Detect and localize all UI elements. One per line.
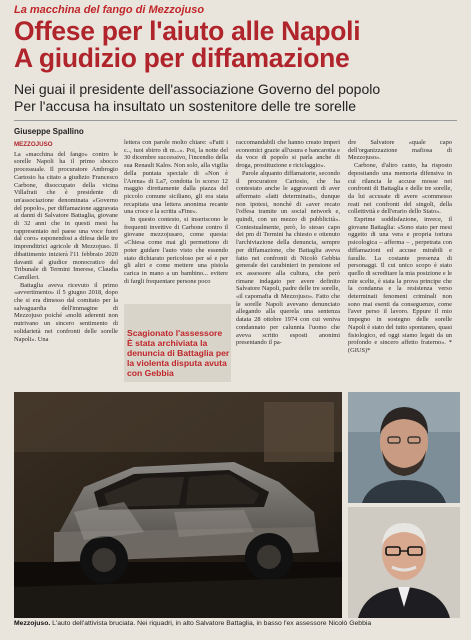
headline-line-1: Offese per l'aiuto alle Napoli [14,16,361,46]
article-column-3 [236,139,340,385]
burned-car-photo [14,392,342,618]
paragraph: In questo contesto, si inseriscono le frequenti invettive di Carbone contro il giovane mezzojusaro, come questa: «Chiesa come mai gli permettono di poter guidare l'auto visto che essendo stato dichiarato pericoloso per sé e per gli altri e come mettere una pistola carica in mano a un bambino... evitere di fargli frequentare persone poco [124,216,228,285]
caption-text: L'auto dell'attivista bruciata. Nei riquadri, in alto Salvatore Battaglia, in basso l'ex assessore Nicolò Gebbia [50,620,372,627]
kicker: La macchina del fango di Mezzojuso [14,4,205,16]
paragraph: Battaglia aveva ricevuto il primo «avvertimento» il 5 giugno 2018, dopo che si era dimesso dal comitato per la salvaguardia dell'immagine di Mezzojuso poiché «molti aderenti non nutrivano un sincero sentimento di solidarietà nei confronti delle sorelle Napoli». Una [14,281,118,343]
dateline: MEZZOJUSO [14,141,53,148]
photo-caption [14,620,464,627]
paragraph: dre Salvatore «quale capo dell'organizzazione mafiosa di Mezzojuso». [348,139,452,162]
portrait-nicolo-gebbia [348,507,460,618]
subhead [14,81,464,114]
subhead-line-1: Nei guai il presidente dell'associazione Governo del popolo [14,81,381,97]
headline-line-2: A giudizio per diffamazione [14,43,350,73]
paragraph: lettera con parole molto chiare: «Fatti i c.., tuoi sbirro di m...». Poi, la notte del 30 dicembre successivo, l'incendio della sua Renault Kalos. Non solo, alla vigilia della puntata speciale di «Non è l'Arena» di La7, condotta lo scorso 12 maggio direttamente dalla piazza del piccolo comune siciliano, gli era stata recapitata una lettera anonima recante una croce e la scritta «Fine». [124,139,228,216]
article-column-1 [14,141,118,385]
caption-place: Mezzojuso. [14,620,51,627]
paragraph: raccomandabili che hanno creato imperi economici grazie all'usura e bancarotta e da voce di popolo si parla anche di droga, prostituzione e riciclaggio». [236,139,340,170]
paragraph: Esprime soddisfazione, invece, il giovane Battaglia: «Sono stato per mesi oggetto di una vera e propria tortura psicologica – afferma – , perpetrata con diffamazioni ed accuse mirabili e fasulle. La costante presenza di personaggi. Il cui unico scopo è stato quello di screditare la mia posizione e le mie scelte, è stata la prova principe che la condanna e la resistenza verso determinati fenomeni criminali non sono mai esenti da conseguenze, come l'aver perso il lavoro. Eppure il mio impegno in sostegno delle sorelle Napoli è stato del tutto spontaneo, quasi fisiologico, ed oggi siamo legati da un profondo e sincero affetto fraterno». *(GIUS)* [348,216,452,354]
paragraph: Parole alquanto diffamatorie, secondo il procuratore Cartosio, che ha contestato anche le aggravanti di aver affermato «fatti determinati», dunque non ipotesi, nonché di «aver recato l'offesa tramite un social network e, quindi, con un mezzo di pubblicità». Contestualmente, però, lo stesso capo dei pm di Termini ha chiesto e ottenuto l'archiviazione della denuncia, sempre per diffamazione, che Battaglia aveva fatto nei confronti di Nicolò Gebbia generale dei carabinieri in pensione ed ex assessore alla cultura, che però rimane indagato per avere definito Salvatore Napoli, padre delle tre sorelle, «il capomafia di Mezzojuso». Fatto che le sorelle Napoli avevano denunciato allegando alla querela una sentenza datata 28 ottobre 1974 con cui veniva condannato per calunnia l'uomo che aveva scritto esposti anonimi presentando il pa- [236,169,340,347]
portrait-salvatore-battaglia [348,392,460,503]
callout-text: Scagionato l'assessore È stata archiviata la denuncia di Battaglia per la violenta disputa avuta con Gebbia [127,328,230,378]
callout-box [124,304,231,382]
subhead-line-2: Per l'accusa ha insultato un sostenitore delle tre sorelle [14,97,356,114]
paragraph: La «macchina del fango» contro le sorelle Napoli ha il primo sbocco processuale. Il procuratore Ambrogio Cartosio ha citato a giudizio Francesco Carbone, disoccupato della vicina Villafrati che è presidente di un'associazione denominata «Governo del popolo», per diffamazione aggravata ai danni di Salvatore Battaglia, giovane di 32 anni che in questi mesi ha rappresentato nel paese una voce fuori dal coro» esponendosi a difesa delle tre imprenditrici agricole di Mezzojuso. Il dibattimento inizierà l'11 febbraio 2020 davanti al giudice monocratico del Tribunale di Termini Imerese, Claudia Camilleri. [14,150,118,281]
article-column-4 [348,139,452,385]
byline: Giuseppe Spallino [14,127,84,136]
headline [14,18,464,72]
divider [14,120,457,121]
paragraph: Carbone, d'altro canto, ha risposto depositando una memoria difensiva in cui rilancia le accuse mosse nei confronti di Battaglia e delle tre sorelle, da lui accusate di avere «commesso reati nei confronti del singoli, della collettività e dell'erario dello Stato». [348,162,452,216]
